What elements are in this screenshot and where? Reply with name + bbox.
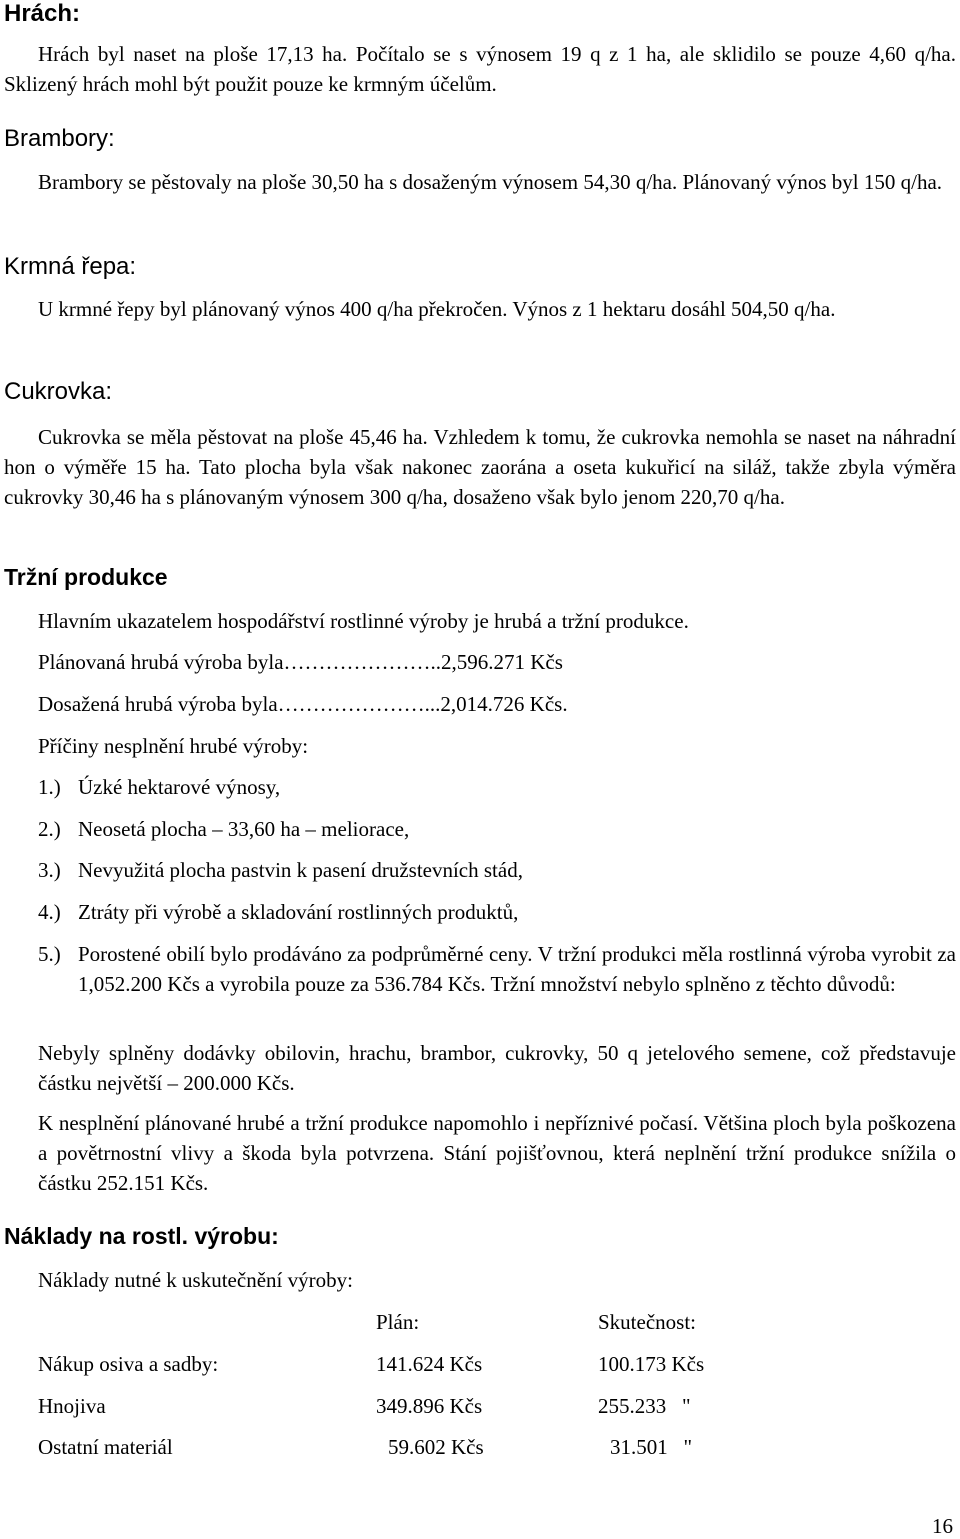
- naklady-intro: Náklady nutné k uskutečnění výroby:: [38, 1268, 353, 1292]
- list-item-number: 4.): [38, 900, 61, 924]
- table-cell-plan: 59.602 Kčs: [388, 1435, 484, 1459]
- table-row-label: Nákup osiva a sadby:: [38, 1352, 219, 1376]
- section-heading-cukrovka: Cukrovka:: [4, 378, 113, 405]
- section-heading-trzni-produkce: Tržní produkce: [4, 564, 168, 590]
- table-cell-plan: 141.624 Kčs: [376, 1352, 483, 1376]
- paragraph-hrach: Hrách byl naset na ploše 17,13 ha. Počítalo se s výnosem 19 q z 1 ha, ale sklidilo se pouze 4,60 q/ha. Sklizený hrách mohl být použit pouze ke krmným účelům.: [4, 42, 956, 96]
- column-header-skutecnost: Skutečnost:: [598, 1310, 696, 1334]
- priciny-title: Příčiny nesplnění hrubé výroby:: [38, 734, 309, 758]
- list-item: Nevyužitá plocha pastvin k pasení družstevních stád,: [78, 858, 523, 882]
- column-header-plan: Plán:: [376, 1310, 420, 1334]
- trzni-intro: Hlavním ukazatelem hospodářství rostlinné výroby je hrubá a tržní produkce.: [38, 609, 689, 633]
- list-item-number: 3.): [38, 858, 61, 882]
- table-cell-skutecnost: 100.173 Kčs: [598, 1352, 705, 1376]
- list-item: Porostené obilí bylo prodáváno za podprůměrné ceny. V tržní produkci měla rostlinná výroba vyrobit za 1,052.200 Kčs a vyrobila pouze za 536.784 Kčs. Tržní množství nebylo splněno z těchto důvodů:: [78, 942, 956, 996]
- table-row-label: Hnojiva: [38, 1394, 106, 1418]
- list-item: Ztráty při výrobě a skladování rostlinných produktů,: [78, 900, 519, 924]
- list-item-number: 1.): [38, 775, 61, 799]
- page-number: 16: [932, 1514, 953, 1538]
- section-heading-naklady: Náklady na rostl. výrobu:: [4, 1223, 279, 1249]
- list-item-number: 2.): [38, 817, 61, 841]
- planovana-hruba-vyroba: Plánovaná hrubá výroba byla…………………..2,596.271 Kčs: [38, 650, 563, 674]
- section-heading-brambory: Brambory:: [4, 125, 115, 152]
- list-item-number: 5.): [38, 942, 61, 966]
- table-cell-skutecnost: 31.501 ": [610, 1435, 693, 1459]
- dosazena-hruba-vyroba: Dosažená hrubá výroba byla…………………...2,014.726 Kčs.: [38, 692, 568, 716]
- section-heading-krmna-repa: Krmná řepa:: [4, 253, 137, 280]
- list-item: Úzké hektarové výnosy,: [78, 775, 281, 799]
- list-item: Neosetá plocha – 33,60 ha – meliorace,: [78, 817, 410, 841]
- table-row-label: Ostatní materiál: [38, 1435, 173, 1459]
- paragraph-cukrovka: Cukrovka se měla pěstovat na ploše 45,46 ha. Vzhledem k tomu, že cukrovka nemohla se naset na náhradní hon o výměře 15 ha. Tato plocha byla však nakonec zaorána a oseta kukuřicí na siláž, takže zbyla výměra cukrovky 30,46 ha s plánovaným výnosem 300 q/ha, dosaženo však bylo jenom 220,70 q/ha.: [4, 425, 956, 509]
- paragraph-dodavky: Nebyly splněny dodávky obilovin, hrachu, brambor, cukrovky, 50 q jetelového semene, což představuje částku největší – 200.000 Kčs.: [38, 1041, 956, 1095]
- table-cell-skutecnost: 255.233 ": [598, 1394, 691, 1418]
- table-cell-plan: 349.896 Kčs: [376, 1394, 483, 1418]
- paragraph-krmna-repa: U krmné řepy byl plánovaný výnos 400 q/ha překročen. Výnos z 1 hektaru dosáhl 504,50 q/ha.: [38, 297, 836, 321]
- section-heading-hrach: Hrách:: [4, 0, 81, 27]
- paragraph-brambory: Brambory se pěstovaly na ploše 30,50 ha s dosaženým výnosem 54,30 q/ha. Plánovaný výnos byl 150 q/ha.: [38, 170, 943, 194]
- paragraph-pocasi: K nesplnění plánované hrubé a tržní produkce napomohlo i nepříznivé počasí. Většina ploch byla poškozena a povětrnostní vlivy a škoda byla potvrzena. Stání pojišťovnou, která neplnění tržní produkce snížila o částku 252.151 Kčs.: [38, 1111, 956, 1195]
